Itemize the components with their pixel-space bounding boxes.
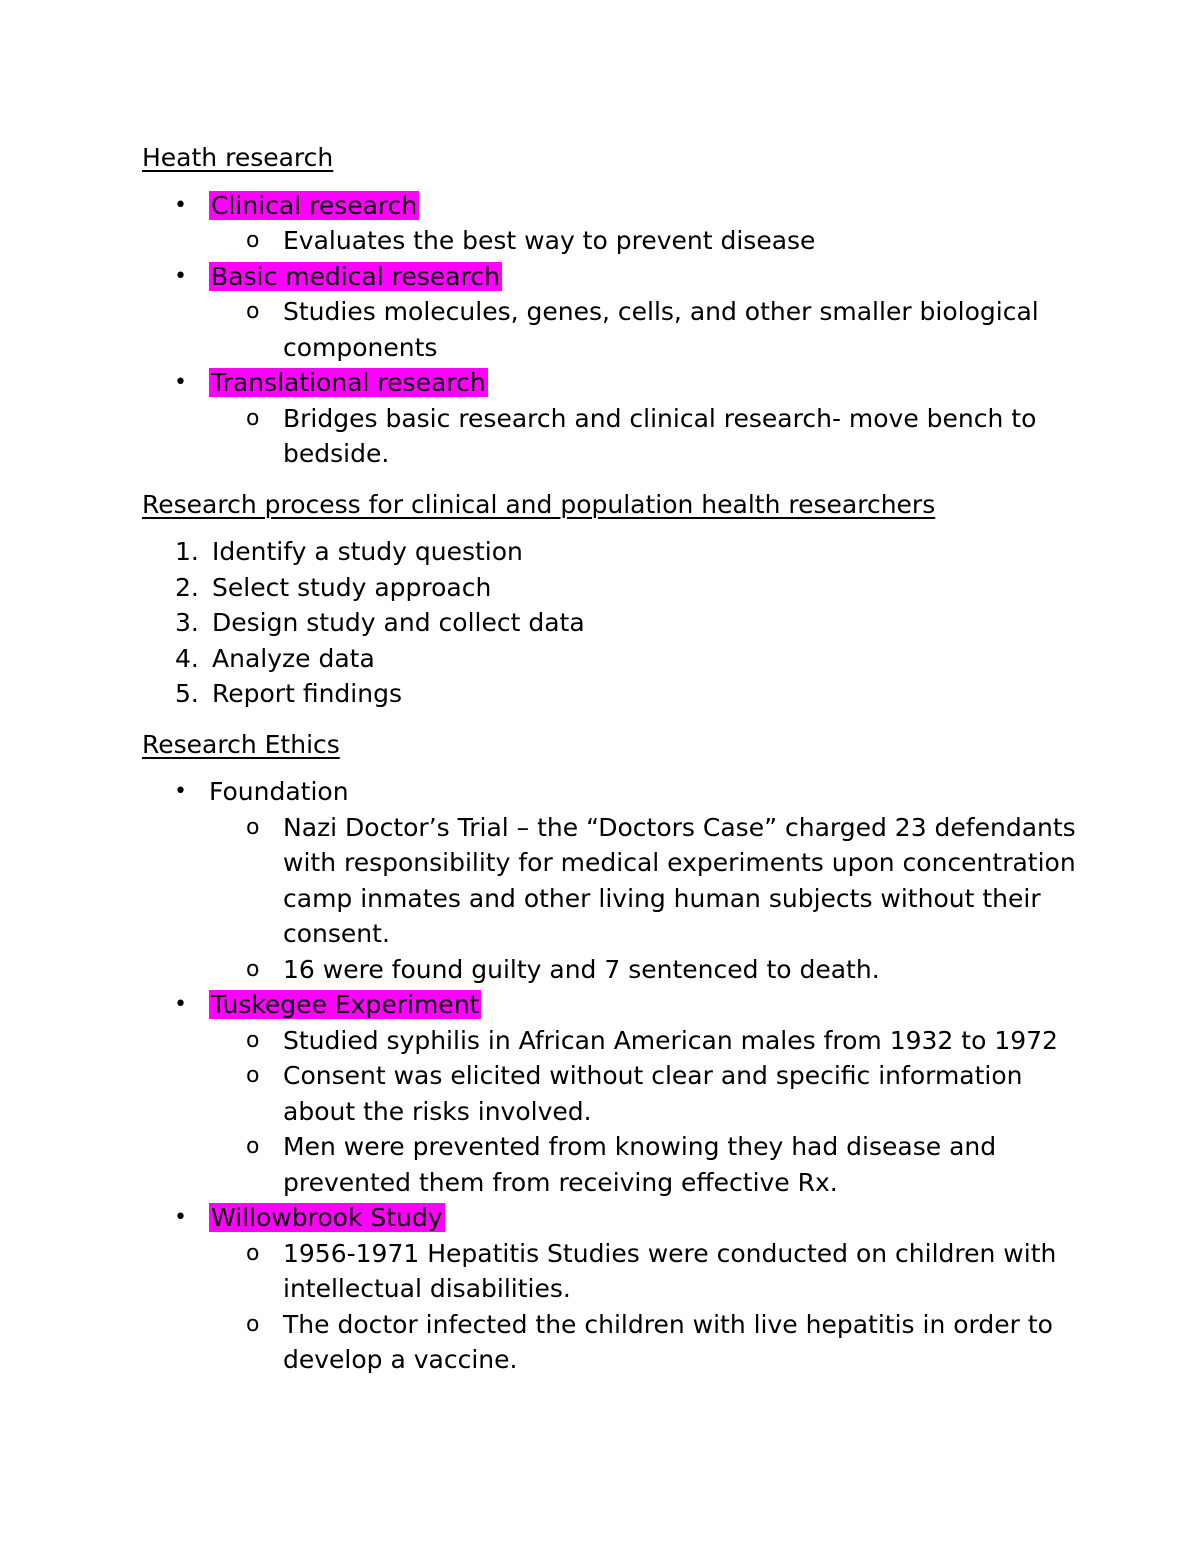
sub-text: The doctor infected the children with live hepatitis in order to develop a vaccine. xyxy=(283,1309,1053,1374)
sub-marker: o xyxy=(246,405,260,431)
sub-item xyxy=(142,952,1082,988)
sub-text: Evaluates the best way to prevent disease xyxy=(283,226,816,255)
sub-item xyxy=(142,401,1082,472)
step-item xyxy=(142,534,1082,570)
step-number: 5. xyxy=(175,679,199,708)
heading-research-process: Research process for clinical and population health researchers xyxy=(142,489,936,519)
sub-text: 1956-1971 Hepatitis Studies were conducted on children with intellectual disabilities. xyxy=(283,1238,1057,1303)
sub-text: Studied syphilis in African American males from 1932 to 1972 xyxy=(283,1025,1058,1055)
sub-item xyxy=(142,1307,1082,1378)
sub-text: Men were prevented from knowing they had disease and prevented them from receiving effective Rx. xyxy=(283,1132,997,1197)
step-item xyxy=(142,641,1082,677)
bullet-marker: • xyxy=(174,779,187,804)
sub-item xyxy=(142,1129,1082,1200)
step-text: Identify a study question xyxy=(212,537,523,566)
sub-marker: o xyxy=(246,1311,260,1337)
sub-marker: o xyxy=(246,1134,260,1159)
step-text: Report findings xyxy=(212,679,402,708)
highlighted-term: Translational research xyxy=(211,368,486,397)
heading-health-research: Heath research xyxy=(142,143,334,172)
sub-text: Bridges basic research and clinical research- move bench to bedside. xyxy=(283,403,1037,468)
highlighted-term: Tuskegee Experiment xyxy=(211,990,480,1019)
sub-marker: o xyxy=(246,1063,260,1088)
bullet-translational-research xyxy=(142,365,1082,401)
sub-text: Studies molecules, genes, cells, and other smaller biological components xyxy=(283,297,1039,362)
step-item xyxy=(142,605,1082,641)
step-number: 1. xyxy=(175,537,199,566)
sub-item xyxy=(142,223,1082,259)
bullet-basic-medical-research xyxy=(142,259,1082,295)
step-text: Analyze data xyxy=(212,643,375,673)
sub-text: Nazi Doctor’s Trial – the “Doctors Case” charged 23 defendants with responsibility for medical experiments upon concentration camp inmates and other living human subjects without their consent. xyxy=(283,812,1076,948)
sub-marker: o xyxy=(246,1027,260,1053)
bullet-marker: • xyxy=(174,992,187,1017)
sub-marker: o xyxy=(246,1240,260,1266)
highlighted-term: Clinical research xyxy=(211,190,418,220)
step-number: 4. xyxy=(175,643,199,673)
sub-item xyxy=(142,1058,1082,1129)
step-number: 2. xyxy=(175,572,199,602)
step-text: Select study approach xyxy=(212,572,492,602)
step-number: 3. xyxy=(175,608,199,637)
highlighted-term: Basic medical research xyxy=(211,261,500,291)
bullet-foundation xyxy=(142,774,1082,810)
bullet-willowbrook xyxy=(142,1200,1082,1236)
sub-marker: o xyxy=(246,228,260,253)
sub-marker: o xyxy=(246,814,260,840)
step-item xyxy=(142,676,1082,712)
heading-research-ethics: Research Ethics xyxy=(142,729,340,759)
sub-text: 16 were found guilty and 7 sentenced to death. xyxy=(283,954,880,984)
bullet-marker: • xyxy=(174,1205,187,1230)
document-page xyxy=(142,140,1082,1378)
bullet-marker: • xyxy=(174,263,187,289)
sub-item xyxy=(142,294,1082,365)
highlighted-term: Willowbrook Study xyxy=(211,1203,443,1232)
sub-item xyxy=(142,1023,1082,1059)
step-text: Design study and collect data xyxy=(212,608,585,637)
sub-marker: o xyxy=(246,299,260,324)
sub-item xyxy=(142,810,1082,952)
bullet-tuskegee xyxy=(142,987,1082,1023)
sub-marker: o xyxy=(246,956,260,982)
sub-item xyxy=(142,1236,1082,1307)
bullet-marker: • xyxy=(174,370,187,395)
bullet-marker: • xyxy=(174,192,187,218)
bullet-clinical-research xyxy=(142,188,1082,224)
bullet-text: Foundation xyxy=(209,777,349,806)
sub-text: Consent was elicited without clear and specific information about the risks involved. xyxy=(283,1061,1023,1126)
step-item xyxy=(142,570,1082,606)
